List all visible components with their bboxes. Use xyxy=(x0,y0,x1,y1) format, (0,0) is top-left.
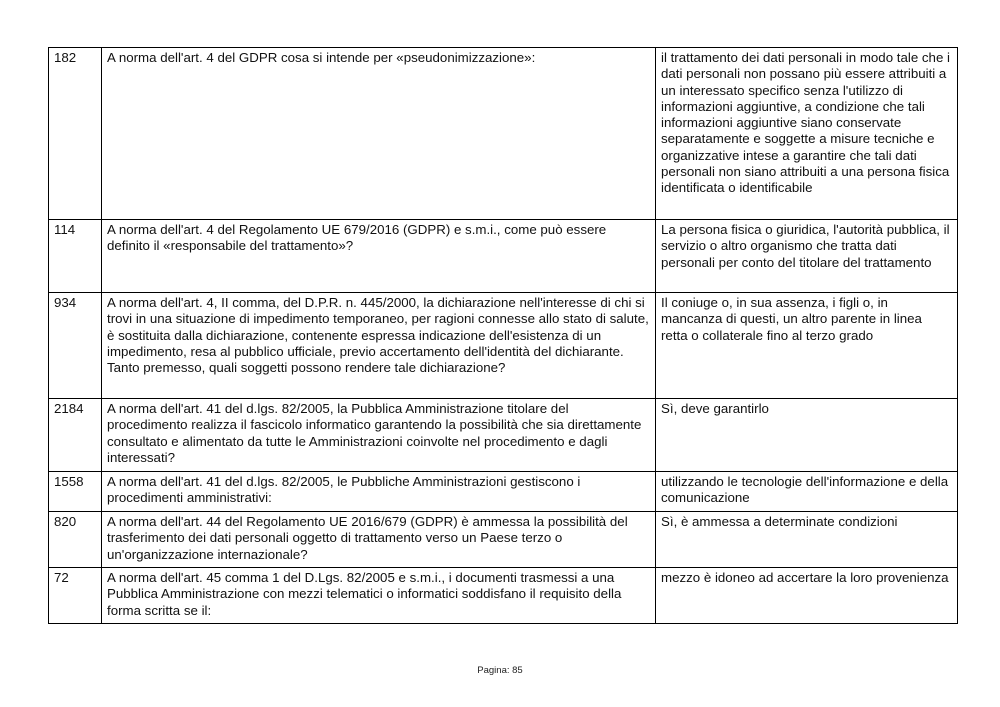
question-id: 72 xyxy=(49,568,102,624)
table-row xyxy=(49,472,958,512)
answer-text: mezzo è idoneo ad accertare la loro provenienza xyxy=(656,568,958,624)
table-row xyxy=(49,48,958,220)
question-text: A norma dell'art. 44 del Regolamento UE 2016/679 (GDPR) è ammessa la possibilità del trasferimento dei dati personali oggetto di trattamento verso un Paese terzo o un'organizzazione internazionale? xyxy=(102,512,656,568)
question-id: 2184 xyxy=(49,399,102,472)
page-number: Pagina: 85 xyxy=(477,665,523,676)
table-row xyxy=(49,293,958,399)
answer-text: Sì, è ammessa a determinate condizioni xyxy=(656,512,958,568)
table-row xyxy=(49,399,958,472)
question-text: A norma dell'art. 41 del d.lgs. 82/2005, le Pubbliche Amministrazioni gestiscono i procedimenti amministrativi: xyxy=(102,472,656,512)
question-text: A norma dell'art. 4, II comma, del D.P.R. n. 445/2000, la dichiarazione nell'interesse di chi si trovi in una situazione di impedimento temporaneo, per ragioni connesse allo stato di salute, è sostituita dalla dichiarazione, contenente espressa indicazione dell'esistenza di un impedimento, resa al pubblico ufficiale, previo accertamento dell'identità del dichiarante. Tanto premesso, quali soggetti possono rendere tale dichiarazione? xyxy=(102,293,656,399)
answer-text: il trattamento dei dati personali in modo tale che i dati personali non possano più essere attribuiti a un interessato specifico senza l'utilizzo di informazioni aggiuntive, a condizione che tali informazioni aggiuntive siano conservate separatamente e soggette a misure tecniche e organizzative intese a garantire che tali dati personali non siano attribuiti a una persona fisica identificata o identificabile xyxy=(656,48,958,220)
question-id: 182 xyxy=(49,48,102,220)
question-id: 820 xyxy=(49,512,102,568)
question-id: 934 xyxy=(49,293,102,399)
table-row xyxy=(49,568,958,624)
question-text: A norma dell'art. 41 del d.lgs. 82/2005, la Pubblica Amministrazione titolare del procedimento realizza il fascicolo informatico garantendo la possibilità che sia direttamente consultato e alimentato da tutte le Amministrazioni coinvolte nel procedimento e dagli interessati? xyxy=(102,399,656,472)
table-row xyxy=(49,512,958,568)
answer-text: La persona fisica o giuridica, l'autorità pubblica, il servizio o altro organismo che tratta dati personali per conto del titolare del trattamento xyxy=(656,220,958,293)
answer-text: utilizzando le tecnologie dell'informazione e della comunicazione xyxy=(656,472,958,512)
table-row xyxy=(49,220,958,293)
question-id: 114 xyxy=(49,220,102,293)
answer-text: Il coniuge o, in sua assenza, i figli o, in mancanza di questi, un altro parente in linea retta o collaterale fino al terzo grado xyxy=(656,293,958,399)
answer-text: Sì, deve garantirlo xyxy=(656,399,958,472)
question-text: A norma dell'art. 4 del GDPR cosa si intende per «pseudonimizzazione»: xyxy=(102,48,656,220)
question-text: A norma dell'art. 45 comma 1 del D.Lgs. 82/2005 e s.m.i., i documenti trasmessi a una Pubblica Amministrazione con mezzi telematici o informatici soddisfano il requisito della forma scritta se il: xyxy=(102,568,656,624)
questions-table xyxy=(48,47,958,624)
question-id: 1558 xyxy=(49,472,102,512)
question-text: A norma dell'art. 4 del Regolamento UE 679/2016 (GDPR) e s.m.i., come può essere definito il «responsabile del trattamento»? xyxy=(102,220,656,293)
